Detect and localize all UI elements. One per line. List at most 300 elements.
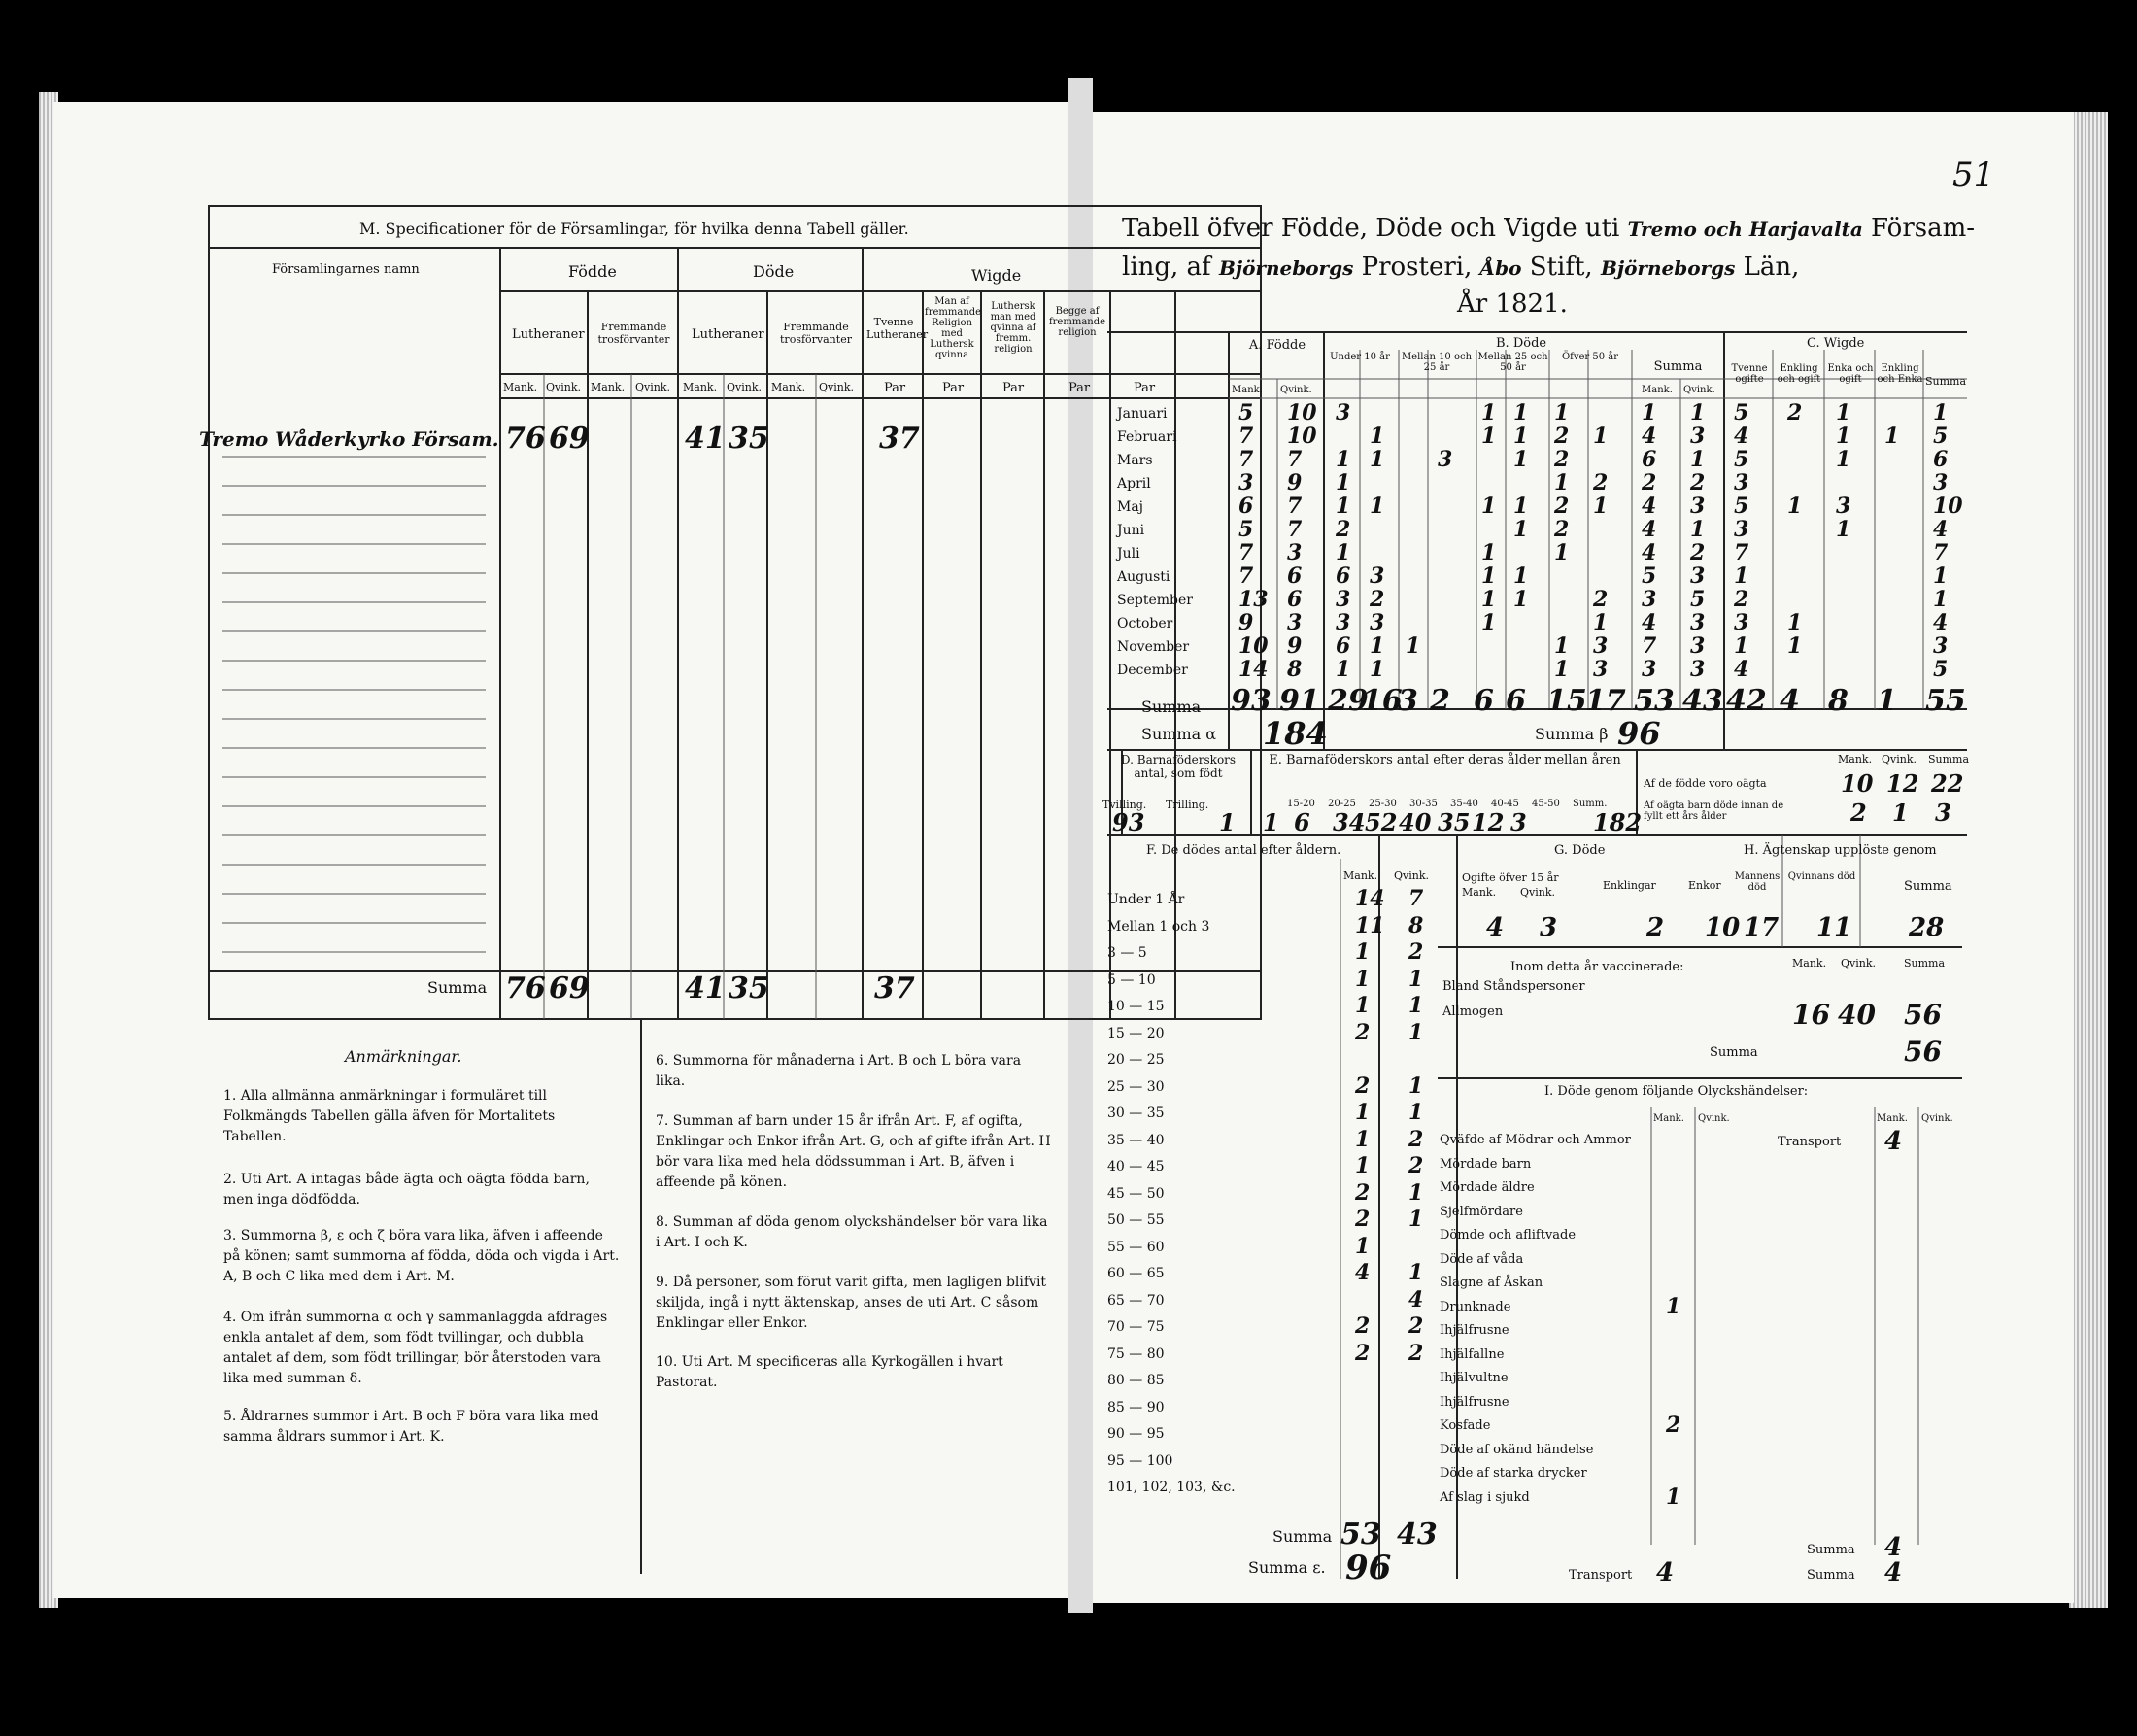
month-cell-4-10: 4 (1642, 494, 1657, 519)
summa-cell-7: 6 (1506, 684, 1526, 718)
month-cell-7-1: 6 (1287, 563, 1303, 589)
month-cell-11-3: 1 (1370, 657, 1385, 682)
F-qvink-1: 8 (1408, 912, 1424, 938)
F-mank-7: 2 (1355, 1072, 1371, 1099)
month-cell-7-7: 1 (1513, 563, 1529, 589)
month-cell-8-9: 2 (1593, 587, 1609, 612)
month-cell-6-2: 1 (1336, 540, 1351, 565)
note-7: 7. Summan af barn under 15 år ifrån Art. F, af ogifta, Enklingar och Enkor ifrån Art. G, och af gifte ifrån Art. H bör vara lika med hela dödssumman i Art. B, äfven i affeende på könen. (656, 1113, 1051, 1190)
month-cell-8-6: 1 (1481, 587, 1497, 612)
month-cell-0-7: 1 (1513, 400, 1529, 425)
I-row-7: Drunknade (1440, 1299, 1511, 1314)
I-val-12: 2 (1666, 1413, 1681, 1438)
summa-cell-11: 43 (1682, 684, 1723, 718)
month-cell-6-6: 1 (1481, 540, 1497, 565)
F-qvink-11: 1 (1408, 1179, 1424, 1206)
I-row-1: Mördade barn (1440, 1156, 1532, 1172)
month-label-6: Juli (1117, 546, 1140, 562)
month-cell-1-12: 4 (1734, 424, 1749, 449)
month-cell-5-2: 2 (1336, 517, 1351, 542)
parish-fodde-mank: 76 (505, 422, 546, 456)
month-cell-1-10: 4 (1642, 424, 1657, 449)
month-cell-4-6: 1 (1481, 494, 1497, 519)
hdr-under10: Under 10 år (1330, 352, 1390, 362)
E-col-7: Summ. (1573, 799, 1608, 809)
F-age-4: 10 — 15 (1107, 999, 1165, 1014)
hdr-C: C. Wigde (1807, 336, 1865, 351)
note-3: 3. Summorna β, ε och ζ böra vara lika, äfven i affeende på könen; samt summorna af födda, döda och vigda i Art. A, B och C lika med dem i Art. M. (223, 1228, 620, 1284)
hdr-par-3: Par (1002, 381, 1025, 395)
F-mank-12: 2 (1355, 1207, 1371, 1232)
month-label-7: Augusti (1117, 569, 1170, 585)
month-cell-2-1: 7 (1287, 447, 1303, 472)
F-age-5: 15 — 20 (1107, 1025, 1165, 1041)
F-qvink-2: 2 (1408, 939, 1424, 965)
month-label-2: Mars (1117, 453, 1153, 468)
notes-title: Anmärkningar. (345, 1047, 462, 1066)
E-val-0: 1 (1263, 808, 1279, 836)
vacc-row-allmogen: Allmogen (1442, 1004, 1504, 1019)
left-summa-dode-qvink: 35 (729, 971, 769, 1005)
month-cell-0-8: 1 (1554, 400, 1570, 425)
col-header-begge: Begge af fremmande religion (1048, 306, 1106, 338)
I-val-7: 1 (1666, 1293, 1681, 1319)
F-mank-2: 1 (1355, 939, 1371, 965)
note-6: 6. Summorna för månaderna i Art. B och L böra vara lika. (656, 1053, 1022, 1089)
summa-beta-value: 96 (1617, 715, 1661, 752)
month-cell-6-12: 7 (1734, 540, 1749, 565)
vacc-hdr-summa: Summa (1904, 957, 1946, 970)
summa-cell-14: 8 (1828, 684, 1849, 718)
month-cell-8-3: 2 (1370, 587, 1385, 612)
vacc-title: Inom detta år vaccinerade: (1510, 960, 1684, 974)
E-col-1: 20-25 (1328, 799, 1356, 809)
oagta-hdr-mank: Mank. (1838, 753, 1873, 766)
hdr-par-1: Par (884, 381, 906, 395)
F-age-20: 90 — 95 (1107, 1426, 1165, 1442)
hdr-par-4: Par (1068, 381, 1091, 395)
I-summa-value-2: 4 (1884, 1558, 1903, 1587)
title-text-4: Prosteri, (1361, 253, 1473, 282)
col-header-fremmande-d: Fremmande trosförvanter (780, 321, 852, 346)
note-10: 10. Uti Art. M specificeras alla Kyrkogällen i hvart Pastorat. (656, 1354, 1003, 1390)
month-cell-1-16: 5 (1933, 424, 1949, 449)
month-cell-2-7: 1 (1513, 447, 1529, 472)
month-cell-2-14: 1 (1836, 447, 1851, 472)
title-year: År 1821. (1457, 289, 1568, 319)
month-cell-10-0: 10 (1238, 633, 1269, 659)
month-cell-0-0: 5 (1238, 400, 1254, 425)
I-row-14: Döde af starka drycker (1440, 1466, 1587, 1481)
left-summa-fodde-mank: 76 (505, 971, 546, 1005)
note-8: 8. Summan af döda genom olyckshändelser bör vara lika i Art. I och K. (656, 1214, 1048, 1250)
summa-cell-5: 2 (1430, 684, 1450, 718)
month-cell-6-8: 1 (1554, 540, 1570, 565)
month-cell-9-10: 4 (1642, 610, 1657, 635)
F-mank-4: 1 (1355, 993, 1371, 1018)
col-header-lutheraner-f: Lutheraner (512, 327, 585, 342)
col-header-man-fremm: Man af fremmande Religion med Luthersk qvinna (925, 296, 982, 360)
F-age-2: 3 — 5 (1107, 945, 1147, 961)
I-row-0: Qväfde af Mödrar och Ammor (1440, 1133, 1631, 1147)
F-age-21: 95 — 100 (1107, 1452, 1173, 1469)
F-qvink-16: 2 (1408, 1313, 1424, 1339)
month-cell-7-2: 6 (1336, 563, 1351, 589)
month-cell-10-11: 3 (1690, 633, 1706, 659)
month-cell-3-2: 1 (1336, 470, 1351, 495)
vacc-hdr-mank: Mank. (1792, 957, 1827, 970)
month-cell-10-10: 7 (1642, 633, 1657, 659)
col-header-fodde: Födde (568, 262, 617, 281)
summa-cell-4: 3 (1398, 684, 1418, 718)
month-cell-3-16: 3 (1933, 470, 1949, 495)
I-row-4: Dömde och afliftvade (1440, 1228, 1577, 1242)
D-title: D. Barnaföderskors antal, som födt (1120, 753, 1237, 780)
month-cell-10-8: 1 (1554, 633, 1570, 659)
month-cell-5-11: 1 (1690, 517, 1706, 542)
month-cell-10-9: 3 (1593, 633, 1609, 659)
col-header-name: Församlingarnes namn (272, 262, 420, 277)
D-val-trilling: 1 (1219, 808, 1236, 836)
summa-cell-13: 4 (1780, 684, 1800, 718)
month-cell-2-8: 2 (1554, 447, 1570, 472)
parish-dode-mank: 41 (685, 422, 726, 456)
month-cell-4-1: 7 (1287, 494, 1303, 519)
I-transport-top: 4 (1884, 1127, 1903, 1156)
I-row-9: Ihjälfallne (1440, 1346, 1505, 1362)
F-age-6: 20 — 25 (1107, 1052, 1165, 1068)
month-cell-0-10: 1 (1642, 400, 1657, 425)
title-text-2: Försam- (1871, 214, 1976, 243)
month-label-9: October (1117, 616, 1173, 631)
vacc-val-summa: 56 (1904, 999, 1942, 1031)
F-age-15: 65 — 70 (1107, 1292, 1165, 1309)
month-cell-9-12: 3 (1734, 610, 1749, 635)
F-qvink-10: 2 (1408, 1153, 1424, 1178)
month-cell-2-16: 6 (1933, 447, 1949, 472)
I-row-6: Slagne af Åskan (1440, 1276, 1543, 1290)
month-label-10: November (1117, 639, 1190, 655)
hdr-A: A. Födde (1248, 338, 1306, 353)
I-row-8: Ihjälfrusne (1440, 1323, 1509, 1338)
I-hdr-mank-2: Mank. (1877, 1113, 1908, 1124)
F-qvink-14: 1 (1408, 1260, 1424, 1285)
month-cell-8-16: 1 (1933, 587, 1949, 612)
H-val-qvinnans: 11 (1816, 913, 1852, 942)
hdr-B: B. Döde (1496, 336, 1547, 351)
month-cell-2-12: 5 (1734, 447, 1749, 472)
F-qvink-5: 1 (1408, 1019, 1424, 1045)
E-col-2: 25-30 (1369, 799, 1397, 809)
F-mank-10: 1 (1355, 1153, 1371, 1178)
G-col-enkor: Enkor (1688, 879, 1721, 892)
col-header-luth-man: Luthersk man med qvinna af fremm. religion (990, 301, 1036, 355)
summa-cell-15: 1 (1877, 684, 1897, 718)
month-cell-11-0: 14 (1238, 657, 1269, 682)
F-mank-14: 4 (1355, 1260, 1371, 1285)
title-hw-parish: Tremo och Harjavalta (1627, 218, 1863, 241)
oagta-mank: 10 (1841, 769, 1874, 798)
hdr-mank-4: Mank. (771, 381, 806, 393)
month-cell-1-8: 2 (1554, 424, 1570, 449)
title-hw-prosteri: Björneborgs (1218, 256, 1354, 280)
G-val-qvink: 3 (1540, 913, 1558, 942)
F-age-8: 30 — 35 (1107, 1106, 1165, 1121)
F-age-22: 101, 102, 103, &c. (1107, 1480, 1236, 1495)
hdr-m10-25: Mellan 10 och 25 år (1401, 352, 1473, 373)
E-col-6: 45-50 (1532, 799, 1560, 809)
month-cell-9-3: 3 (1370, 610, 1385, 635)
vacc-summa-value: 56 (1904, 1036, 1942, 1068)
month-cell-1-3: 1 (1370, 424, 1385, 449)
F-age-7: 25 — 30 (1107, 1078, 1165, 1095)
oagta-dode-mank: 2 (1850, 799, 1867, 827)
I-row-12: Kosfade (1440, 1418, 1491, 1433)
month-cell-5-0: 5 (1238, 517, 1254, 542)
month-cell-10-2: 6 (1336, 633, 1351, 659)
month-cell-0-16: 1 (1933, 400, 1949, 425)
month-cell-4-11: 3 (1690, 494, 1706, 519)
E-col-4: 35-40 (1450, 799, 1478, 809)
month-cell-8-2: 3 (1336, 587, 1351, 612)
title-hw-stift: Åbo (1479, 256, 1522, 280)
H-val-mannens: 17 (1744, 913, 1780, 942)
E-val-3: 52 (1365, 808, 1398, 836)
month-cell-11-8: 1 (1554, 657, 1570, 682)
month-cell-9-2: 3 (1336, 610, 1351, 635)
parish-name: Tremo Wåderkyrko Försam. (199, 427, 499, 451)
hdr-qvink-1: Qvink. (546, 381, 581, 393)
month-cell-1-11: 3 (1690, 424, 1706, 449)
summa-alpha-label: Summa α (1141, 725, 1217, 743)
left-summa-dode-mank: 41 (685, 971, 726, 1005)
month-cell-7-10: 5 (1642, 563, 1657, 589)
month-cell-4-8: 2 (1554, 494, 1570, 519)
F-age-10: 40 — 45 (1107, 1159, 1165, 1174)
F-age-11: 45 — 50 (1107, 1185, 1165, 1202)
month-cell-1-0: 7 (1238, 424, 1254, 449)
month-label-11: December (1117, 663, 1188, 678)
G-col-enklingar: Enklingar (1603, 879, 1656, 892)
oagta-summa: 22 (1931, 769, 1964, 798)
hdr-summa-b: Summa (1653, 359, 1703, 374)
H-col-summa: Summa (1904, 879, 1952, 894)
I-hdr-qvink: Qvink. (1698, 1113, 1730, 1124)
month-cell-4-7: 1 (1513, 494, 1529, 519)
month-cell-1-14: 1 (1836, 424, 1851, 449)
F-qvink-0: 7 (1408, 886, 1424, 911)
F-summa-eps-value: 96 (1345, 1549, 1392, 1587)
hdr-mk-sum: Mank. (1642, 385, 1673, 395)
parish-dode-qvink: 35 (729, 422, 769, 456)
summa-beta-label: Summa β (1535, 725, 1609, 743)
hdr-qvink-2: Qvink. (635, 381, 670, 393)
F-mank-9: 1 (1355, 1126, 1371, 1152)
title-text-3: ling, af (1122, 253, 1211, 282)
summa-cell-10: 53 (1634, 684, 1675, 718)
month-cell-4-3: 1 (1370, 494, 1385, 519)
month-cell-11-2: 1 (1336, 657, 1351, 682)
month-label-3: April (1117, 476, 1151, 492)
hdr-mank-2: Mank. (591, 381, 626, 393)
G-col-qvink: Qvink. (1520, 886, 1555, 899)
summa-cell-6: 6 (1474, 684, 1494, 718)
F-qvink-12: 1 (1408, 1207, 1424, 1232)
month-cell-0-6: 1 (1481, 400, 1497, 425)
vacc-val-mank: 16 (1792, 999, 1830, 1031)
I-row-13: Döde af okänd händelse (1440, 1442, 1594, 1457)
title-text-1: Tabell öfver Födde, Döde och Vigde uti (1122, 214, 1620, 243)
F-age-16: 70 — 75 (1107, 1319, 1165, 1335)
month-cell-0-13: 2 (1787, 400, 1803, 425)
month-cell-6-1: 3 (1287, 540, 1303, 565)
F-mank-16: 2 (1355, 1313, 1371, 1339)
hdr-par-5: Par (1134, 381, 1156, 395)
month-cell-0-1: 10 (1287, 400, 1317, 425)
summa-alpha-value: 184 (1263, 715, 1328, 752)
F-mank-0: 14 (1355, 886, 1385, 911)
month-cell-4-14: 3 (1836, 494, 1851, 519)
month-cell-11-9: 3 (1593, 657, 1609, 682)
F-age-0: Under 1 År (1107, 892, 1185, 907)
note-1: 1. Alla allmänna anmärkningar i formuläret till Folkmängds Tabellen gälla äfven för Mortalitets Tabellen. (223, 1088, 556, 1144)
month-cell-3-12: 3 (1734, 470, 1749, 495)
D-col-trilling: Trilling. (1166, 799, 1209, 811)
hdr-qv-sum: Qvink. (1683, 385, 1715, 395)
month-cell-11-11: 3 (1690, 657, 1706, 682)
E-val-7: 3 (1510, 808, 1527, 836)
F-mank-17: 2 (1355, 1340, 1371, 1366)
summa-label-b: Summa (1141, 698, 1202, 716)
F-age-18: 80 — 85 (1107, 1373, 1165, 1388)
month-cell-4-12: 5 (1734, 494, 1749, 519)
E-val-8: 182 (1593, 808, 1643, 836)
col-header-dode: Döde (753, 262, 795, 281)
month-cell-1-6: 1 (1481, 424, 1497, 449)
E-val-1: 6 (1294, 808, 1310, 836)
I-transport-value: 4 (1656, 1558, 1675, 1587)
vacc-hdr-qvink: Qvink. (1841, 957, 1876, 970)
col-header-tvenne: Tvenne Lutheraner (866, 316, 929, 341)
month-cell-3-1: 9 (1287, 470, 1303, 495)
month-cell-8-11: 5 (1690, 587, 1706, 612)
col-header-fremmande-f: Fremmande trosförvanter (597, 321, 670, 346)
month-cell-5-8: 2 (1554, 517, 1570, 542)
month-cell-11-10: 3 (1642, 657, 1657, 682)
F-mank-13: 1 (1355, 1233, 1371, 1259)
I-summa-label: Summa (1807, 1543, 1855, 1557)
month-cell-8-10: 3 (1642, 587, 1657, 612)
month-cell-2-11: 1 (1690, 447, 1706, 472)
H-val-summa: 28 (1909, 913, 1945, 942)
month-cell-6-0: 7 (1238, 540, 1254, 565)
summa-cell-0: 93 (1231, 684, 1272, 718)
month-cell-11-12: 4 (1734, 657, 1749, 682)
vacc-val-qvink: 40 (1838, 999, 1876, 1031)
oagta-dode-summa: 3 (1935, 799, 1951, 827)
oagta-qvink: 12 (1886, 769, 1919, 798)
month-cell-1-1: 10 (1287, 424, 1317, 449)
E-col-3: 30-35 (1409, 799, 1438, 809)
D-val-tvilling: 93 (1112, 808, 1145, 836)
F-age-9: 35 — 40 (1107, 1132, 1165, 1148)
oagta-hdr-qvink: Qvink. (1882, 753, 1917, 766)
hdr-par-2: Par (942, 381, 965, 395)
note-9: 9. Då personer, som förut varit gifta, men lagligen blifvit skiljda, ingå i nytt äktenskap, anses de uti Art. C såsom Enklingar eller Enkor. (656, 1275, 1047, 1331)
month-cell-9-16: 4 (1933, 610, 1949, 635)
parish-wigde-par: 37 (879, 422, 920, 456)
summa-cell-2: 29 (1328, 684, 1369, 718)
month-cell-4-0: 6 (1238, 494, 1254, 519)
E-title: E. Barnaföderskors antal efter deras ålder mellan åren (1269, 753, 1621, 767)
month-cell-0-11: 1 (1690, 400, 1706, 425)
I-row-3: Sjelfmördare (1440, 1204, 1523, 1219)
left-table-title: M. Specificationer för de Församlingar, för hvilka denna Tabell gäller. (359, 220, 909, 238)
month-cell-4-2: 1 (1336, 494, 1351, 519)
I-transport-label: Transport (1569, 1568, 1633, 1583)
month-cell-1-9: 1 (1593, 424, 1609, 449)
F-summa-label: Summa (1272, 1527, 1333, 1546)
oagta-hdr-summa: Summa (1928, 753, 1970, 766)
month-cell-5-10: 4 (1642, 517, 1657, 542)
note-5: 5. Åldrarnes summor i Art. B och F böra vara lika med samma åldrars summor i Art. K. (223, 1409, 599, 1445)
month-cell-7-12: 1 (1734, 563, 1749, 589)
month-cell-9-0: 9 (1238, 610, 1254, 635)
month-cell-5-16: 4 (1933, 517, 1949, 542)
month-cell-3-0: 3 (1238, 470, 1254, 495)
F-age-19: 85 — 90 (1107, 1399, 1165, 1415)
month-cell-3-9: 2 (1593, 470, 1609, 495)
month-cell-7-6: 1 (1481, 563, 1497, 589)
month-cell-10-16: 3 (1933, 633, 1949, 659)
I-transport-hdr: Transport (1778, 1135, 1842, 1149)
E-val-6: 12 (1472, 808, 1505, 836)
hdr-mk-a: Mank. (1232, 385, 1263, 395)
month-cell-1-7: 1 (1513, 424, 1529, 449)
E-val-4: 40 (1399, 808, 1432, 836)
page-number: 51 (1952, 155, 1995, 194)
month-cell-10-3: 1 (1370, 633, 1385, 659)
F-summa-mank: 53 (1340, 1517, 1381, 1551)
hdr-m25-50: Mellan 25 och 50 år (1477, 352, 1548, 373)
D-col-tvilling: Tvilling. (1102, 799, 1147, 811)
E-col-5: 40-45 (1491, 799, 1519, 809)
oagta-dode-label: Af oägta barn döde innan de fyllt ett års ålder (1644, 800, 1784, 822)
F-qvink-8: 1 (1408, 1100, 1424, 1125)
vacc-summa-label: Summa (1710, 1045, 1758, 1060)
summa-cell-12: 42 (1726, 684, 1767, 718)
month-cell-4-13: 1 (1787, 494, 1803, 519)
month-cell-7-0: 7 (1238, 563, 1254, 589)
I-summa-value: 4 (1884, 1533, 1903, 1562)
hdr-enkl-enka: Enkling och Enka (1877, 363, 1923, 385)
month-cell-11-1: 8 (1287, 657, 1303, 682)
month-cell-10-13: 1 (1787, 633, 1803, 659)
summa-cell-3: 16 (1362, 684, 1403, 718)
E-val-2: 34 (1333, 808, 1366, 836)
month-cell-2-3: 1 (1370, 447, 1385, 472)
note-2: 2. Uti Art. A intagas både ägta och oägta födda barn, men inga dödfödda. (223, 1172, 590, 1208)
G-val-enklingar: 2 (1646, 913, 1665, 942)
month-cell-5-14: 1 (1836, 517, 1851, 542)
F-mank-5: 2 (1355, 1019, 1371, 1045)
F-qvink-15: 4 (1408, 1286, 1424, 1312)
E-col-0: 15-20 (1287, 799, 1315, 809)
I-row-10: Ihjälvultne (1440, 1371, 1509, 1385)
H-col-mannens: Mannens död (1734, 871, 1781, 893)
I-row-5: Döde af våda (1440, 1251, 1524, 1267)
hdr-enka: Enka och ogift (1827, 363, 1874, 385)
